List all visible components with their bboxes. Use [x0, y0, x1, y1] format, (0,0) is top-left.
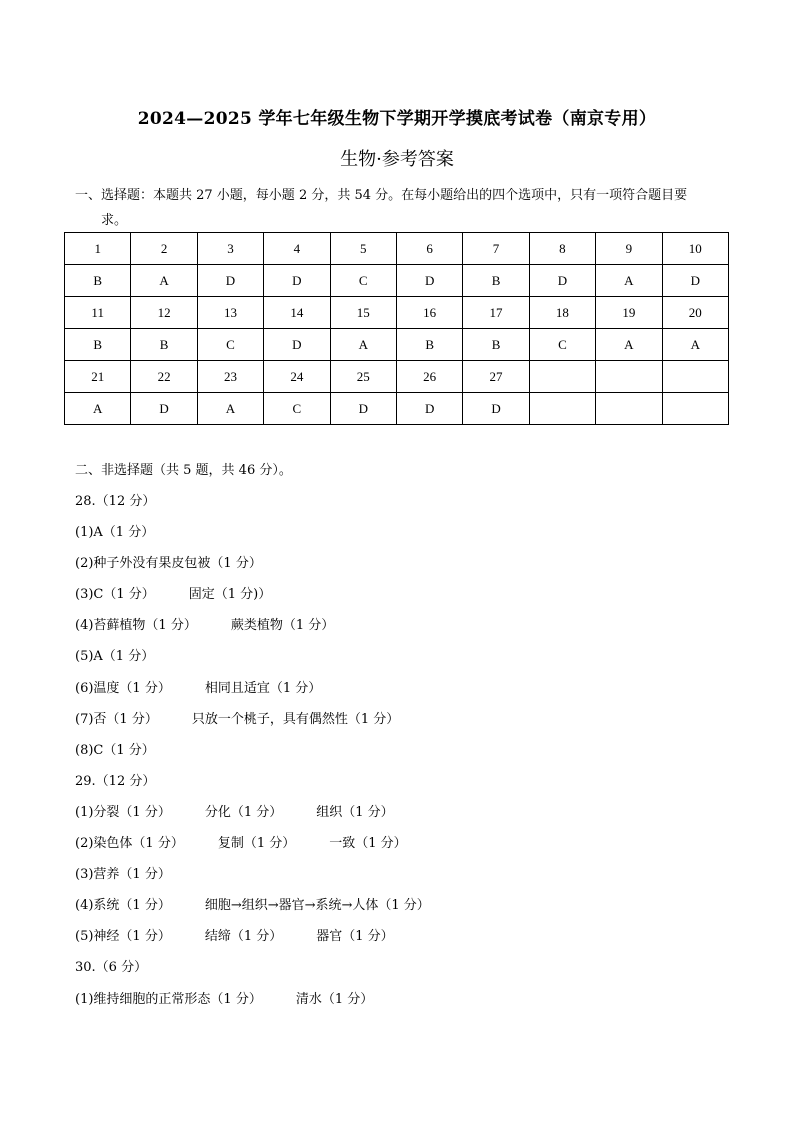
question-number-cell: 27 — [463, 361, 529, 393]
page-title: 2024—2025 学年七年级生物下学期开学摸底考试卷（南京专用） — [137, 109, 657, 129]
question-number-cell — [596, 361, 662, 393]
answer-table — [64, 232, 729, 425]
answer-text: (8)C（1 分） — [75, 742, 155, 758]
question-number-cell — [662, 361, 728, 393]
answer-cell: A — [662, 329, 728, 361]
answer-cell: D — [396, 393, 462, 425]
answer-text: (7)否（1 分） — [75, 711, 158, 727]
answer-text: (4)苔藓植物（1 分） — [75, 618, 197, 634]
answer-text: (6)温度（1 分） — [75, 680, 171, 696]
question-number-cell: 4 — [264, 233, 330, 265]
question-number-cell: 1 — [65, 233, 131, 265]
answer-text: (2)种子外没有果皮包被（1 分） — [75, 556, 262, 572]
question-number-cell: 8 — [529, 233, 595, 265]
question-number-cell: 16 — [396, 297, 462, 329]
question-number-cell: 15 — [330, 297, 396, 329]
answer-row — [65, 265, 729, 297]
question-number-cell: 25 — [330, 361, 396, 393]
answer-line — [75, 610, 755, 641]
section-nonchoice-heading: 二、非选择题（共 5 题，共 46 分）。 — [75, 463, 292, 478]
answer-text: (4)系统（1 分） — [75, 898, 171, 914]
section-choice-intro-line2: 求。 — [101, 213, 128, 228]
answer-cell: A — [596, 329, 662, 361]
answer-text: 分化（1 分） — [204, 804, 283, 820]
answer-text: 相同且适宜（1 分） — [204, 680, 322, 696]
answer-line — [75, 735, 755, 766]
question-number-cell: 19 — [596, 297, 662, 329]
answer-text: (3)营养（1 分） — [75, 867, 171, 883]
question-number-cell: 20 — [662, 297, 728, 329]
answer-text: 器官（1 分） — [316, 929, 394, 945]
answer-cell: A — [131, 265, 197, 297]
answer-cell: B — [396, 329, 462, 361]
question-number-cell — [529, 361, 595, 393]
question-number-row — [65, 297, 729, 329]
answer-lines — [75, 486, 755, 1015]
question-number-cell: 13 — [197, 297, 263, 329]
answer-cell: C — [264, 393, 330, 425]
answer-text: 细胞→组织→器官→系统→人体（1 分） — [204, 898, 430, 914]
answer-cell: C — [529, 329, 595, 361]
answer-text: 组织（1 分） — [316, 804, 394, 820]
section-choice-heading — [75, 183, 725, 233]
answer-row — [65, 329, 729, 361]
answer-text: (1)A（1 分） — [75, 525, 155, 541]
question-number-cell: 14 — [264, 297, 330, 329]
answer-text: 复制（1 分） — [217, 836, 296, 852]
answer-text: 清水（1 分） — [295, 991, 374, 1007]
answer-cell: D — [264, 329, 330, 361]
answer-text: 蕨类植物（1 分） — [230, 618, 335, 634]
answer-text: 固定（1 分)） — [188, 587, 272, 603]
answer-line — [75, 548, 755, 579]
answer-cell — [596, 393, 662, 425]
answer-line — [75, 766, 755, 797]
answer-cell: D — [131, 393, 197, 425]
answer-cell: D — [396, 265, 462, 297]
answer-text: (5)神经（1 分） — [75, 929, 171, 945]
question-number-cell: 6 — [396, 233, 462, 265]
question-number-cell: 26 — [396, 361, 462, 393]
answer-cell: A — [596, 265, 662, 297]
answer-text: 一致（1 分） — [329, 836, 407, 852]
answer-line — [75, 859, 755, 890]
answer-line — [75, 984, 755, 1015]
answer-line — [75, 797, 755, 828]
answer-cell: D — [529, 265, 595, 297]
answer-row — [65, 393, 729, 425]
answer-line — [75, 921, 755, 952]
answer-text: (3)C（1 分） — [75, 587, 155, 603]
question-number-cell: 9 — [596, 233, 662, 265]
answer-line — [75, 579, 755, 610]
answer-text: 30.（6 分） — [75, 960, 148, 976]
answer-cell — [529, 393, 595, 425]
question-number-cell: 21 — [65, 361, 131, 393]
answer-text: 29.（12 分） — [75, 773, 156, 789]
answer-cell: C — [197, 329, 263, 361]
section-choice-intro-line1: 一、选择题：本题共 27 小题，每小题 2 分，共 54 分。在每小题给出的四个选项中，只有一项符合题目要 — [75, 188, 688, 203]
answer-text: (1)维持细胞的正常形态（1 分） — [75, 991, 262, 1007]
answer-cell: B — [65, 329, 131, 361]
answer-text: (5)A（1 分） — [75, 649, 155, 665]
answer-cell — [662, 393, 728, 425]
question-number-cell: 7 — [463, 233, 529, 265]
question-number-row — [65, 361, 729, 393]
answer-line — [75, 890, 755, 921]
answer-line — [75, 704, 755, 735]
answer-cell: D — [330, 393, 396, 425]
answer-line — [75, 952, 755, 983]
answer-cell: D — [197, 265, 263, 297]
question-number-cell: 18 — [529, 297, 595, 329]
answer-text: 只放一个桃子，具有偶然性（1 分） — [191, 711, 400, 727]
answer-cell: B — [65, 265, 131, 297]
answer-line — [75, 641, 755, 672]
answer-text: 28.（12 分） — [75, 494, 156, 509]
question-number-cell: 11 — [65, 297, 131, 329]
question-number-cell: 23 — [197, 361, 263, 393]
answer-cell: D — [264, 265, 330, 297]
answer-line — [75, 673, 755, 704]
answer-cell: D — [662, 265, 728, 297]
page-subtitle: 生物·参考答案 — [340, 149, 454, 170]
answer-cell: B — [131, 329, 197, 361]
answer-cell: B — [463, 329, 529, 361]
answer-line — [75, 828, 755, 859]
answer-cell: A — [65, 393, 131, 425]
question-number-cell: 5 — [330, 233, 396, 265]
question-number-cell: 22 — [131, 361, 197, 393]
question-number-cell: 17 — [463, 297, 529, 329]
answer-text: (1)分裂（1 分） — [75, 804, 171, 820]
question-number-cell: 10 — [662, 233, 728, 265]
question-number-cell: 3 — [197, 233, 263, 265]
answer-cell: D — [463, 393, 529, 425]
answer-cell: C — [330, 265, 396, 297]
answer-text: 结缔（1 分） — [204, 929, 283, 945]
question-number-cell: 2 — [131, 233, 197, 265]
answer-cell: A — [197, 393, 263, 425]
answer-text: (2)染色体（1 分） — [75, 836, 184, 852]
answer-cell: A — [330, 329, 396, 361]
question-number-row — [65, 233, 729, 265]
question-number-cell: 24 — [264, 361, 330, 393]
answer-cell: B — [463, 265, 529, 297]
question-number-cell: 12 — [131, 297, 197, 329]
answer-line — [75, 517, 755, 548]
answer-line — [75, 486, 755, 517]
